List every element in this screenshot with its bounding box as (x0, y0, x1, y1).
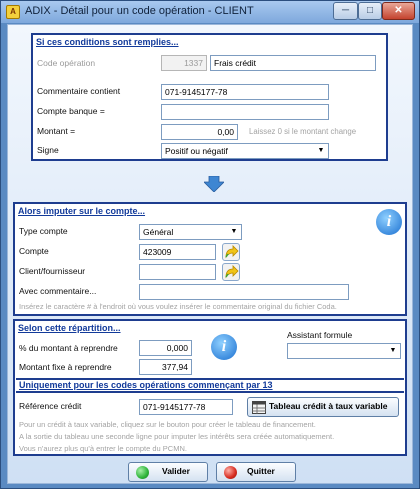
percent-field[interactable]: 0,000 (139, 340, 192, 356)
variable-rate-table-label: Tableau crédit à taux variable (269, 401, 388, 411)
minimize-button[interactable]: ─ (333, 2, 358, 20)
table-icon (252, 401, 266, 414)
credit-reference-field[interactable]: 071-9145177-78 (139, 399, 233, 415)
chevron-down-icon: ▼ (317, 147, 325, 154)
bank-account-field[interactable] (161, 104, 329, 120)
sign-select-value: Positif ou négatif (165, 146, 228, 156)
bank-account-label: Compte banque = (37, 106, 105, 116)
variable-rate-table-button[interactable] (247, 397, 399, 417)
repartition-heading: Selon cette répartition... (18, 323, 121, 333)
amount-hint: Laissez 0 si le montant change (249, 127, 357, 136)
code-description-field[interactable]: Frais crédit (210, 55, 376, 71)
assistant-formula-label: Assistant formule (287, 330, 353, 340)
app-logo-icon: A (6, 5, 20, 19)
chevron-down-icon: ▼ (230, 228, 238, 235)
assistant-formula-select[interactable] (287, 343, 401, 359)
code-operation-label: Code opération (37, 58, 96, 68)
green-circle-icon (136, 466, 149, 479)
credit-reference-label: Référence crédit (19, 401, 82, 411)
arrow-down-icon (204, 176, 224, 192)
credit-info-line-3: Vous n'aurez plus qu'à entrer le compte du PCMN. (19, 444, 187, 453)
dialog-body (7, 24, 413, 484)
comment-hint: Insérez le caractère # à l'endroit où vous voulez insérer le commentaire original du fichier Coda. (19, 302, 337, 311)
info-icon: i (376, 209, 402, 235)
account-type-value: Général (143, 227, 174, 237)
yellow-arrow-icon (223, 264, 239, 280)
comment-field[interactable] (139, 284, 349, 300)
red-circle-icon (224, 466, 237, 479)
imputation-heading: Alors imputer sur le compte... (18, 206, 146, 216)
sign-select[interactable] (161, 143, 329, 159)
info-icon: i (211, 334, 237, 360)
account-type-select[interactable] (139, 224, 242, 240)
account-label: Compte (19, 246, 49, 256)
account-picker-button[interactable] (222, 243, 240, 261)
conditions-group (31, 33, 388, 161)
maximize-button[interactable]: □ (358, 2, 382, 20)
repartition-group (13, 319, 407, 456)
chevron-down-icon: ▼ (389, 347, 397, 354)
comment-label: Avec commentaire... (19, 286, 97, 296)
account-type-label: Type compte (19, 226, 68, 236)
comment-contains-field[interactable]: 071-9145177-78 (161, 84, 329, 100)
account-field[interactable]: 423009 (139, 244, 216, 260)
window-title: ADIX - Détail pour un code opération - CLIENT (25, 5, 254, 17)
amount-label: Montant = (37, 126, 76, 136)
client-supplier-label: Client/fournisseur (19, 266, 86, 276)
imputation-group (13, 202, 407, 316)
code-operation-field: 1337 (161, 55, 207, 71)
credit-section-bar (16, 378, 404, 393)
comment-contains-label: Commentaire contient (37, 86, 121, 96)
yellow-arrow-icon (223, 244, 239, 260)
close-button[interactable]: ✕ (382, 2, 415, 20)
fixed-amount-field[interactable]: 377,94 (139, 359, 192, 375)
quit-label: Quitter (247, 466, 275, 476)
client-picker-button[interactable] (222, 263, 240, 281)
amount-field[interactable]: 0,00 (161, 124, 238, 140)
credit-info-line-1: Pour un crédit à taux variable, cliquez sur le bouton pour créer le tableau de financement. (19, 420, 316, 429)
quit-button[interactable] (216, 462, 296, 482)
title-bar (1, 1, 419, 23)
percent-label: % du montant à reprendre (19, 343, 118, 353)
client-supplier-field[interactable] (139, 264, 216, 280)
fixed-amount-label: Montant fixe à reprendre (19, 362, 112, 372)
credit-heading: Uniquement pour les codes opérations commençant par 13 (19, 380, 273, 390)
sign-label: Signe (37, 145, 59, 155)
conditions-heading: Si ces conditions sont remplies... (36, 37, 179, 47)
validate-label: Valider (162, 466, 190, 476)
validate-button[interactable] (128, 462, 208, 482)
credit-info-line-2: A la sortie du tableau une seconde ligne pour imputer les intérêts sera créée automatiquement. (19, 432, 335, 441)
